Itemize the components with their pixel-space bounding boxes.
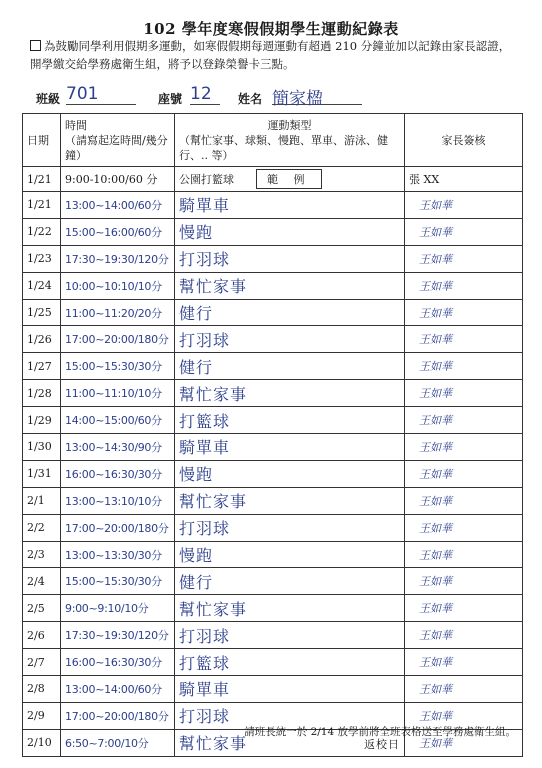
row-date — [23, 568, 61, 595]
intro-body: 為鼓勵同學利用假期多運動，如寒假假期每週運動有超過 210 分鐘並加以記錄由家長認證，開學繳交給學務處衛生組，將予以登錄榮譽卡三點。 — [30, 39, 511, 71]
row-exercise-type — [175, 380, 405, 407]
table-row — [23, 595, 523, 622]
row-time — [61, 326, 175, 353]
row-time-text: 11:00~11:20/20分 — [65, 306, 162, 320]
row-date — [23, 353, 61, 380]
row-date-text: 2/9 — [27, 709, 45, 723]
header-time-title: 時間 — [65, 118, 87, 132]
row-exercise-type-text: 健行 — [179, 304, 214, 323]
row-parent-signature-text: 王如華 — [419, 548, 452, 562]
row-date-text: 1/30 — [27, 440, 52, 454]
row-parent-signature — [405, 568, 523, 595]
row-exercise-type-text: 幫忙家事 — [179, 734, 248, 754]
class-value: 701 — [66, 84, 136, 105]
row-time — [61, 218, 175, 245]
row-time-text: 6:50~7:00/10分 — [65, 736, 149, 750]
table-row — [23, 514, 523, 541]
name-value: 簡家楹 — [272, 84, 362, 105]
row-date-text: 2/1 — [27, 494, 45, 508]
row-parent-signature-text: 王如華 — [419, 306, 452, 320]
row-parent-signature — [405, 245, 523, 272]
row-time — [61, 245, 175, 272]
row-date-text: 1/26 — [27, 332, 52, 346]
table-row — [23, 192, 523, 219]
row-parent-signature — [405, 353, 523, 380]
header-time — [61, 114, 175, 167]
row-parent-signature — [405, 407, 523, 434]
header-type — [175, 114, 405, 167]
row-time-text: 16:00~16:30/30分 — [65, 467, 162, 481]
intro-text — [30, 37, 520, 73]
sample-type — [175, 167, 405, 192]
row-parent-signature — [405, 541, 523, 568]
row-date-text: 2/7 — [27, 655, 45, 669]
row-date — [23, 245, 61, 272]
row-exercise-type-text: 健行 — [179, 572, 214, 592]
row-date-text: 2/6 — [27, 628, 45, 642]
row-parent-signature-text: 王如華 — [419, 467, 452, 481]
row-time-text: 17:00~20:00/180分 — [65, 709, 169, 723]
row-date-text: 1/28 — [27, 386, 52, 400]
row-parent-signature-text: 王如華 — [419, 736, 452, 750]
row-parent-signature-text: 王如華 — [419, 198, 452, 212]
exercise-log-table — [22, 113, 523, 757]
header-type-title: 運動類型 — [267, 118, 312, 132]
sample-sign: 張 XX — [405, 167, 523, 192]
row-exercise-type-text: 打羽球 — [179, 250, 231, 270]
row-parent-signature-text: 王如華 — [419, 494, 452, 508]
row-time — [61, 622, 175, 649]
row-date — [23, 460, 61, 487]
row-exercise-type — [175, 299, 405, 326]
row-parent-signature — [405, 622, 523, 649]
header-sign: 家長簽核 — [405, 114, 523, 167]
row-date — [23, 541, 61, 568]
row-time — [61, 676, 175, 703]
row-time — [61, 434, 175, 461]
seat-value: 12 — [190, 84, 220, 105]
table-row — [23, 676, 523, 703]
sample-time: 9:00-10:00/60 分 — [61, 167, 175, 192]
row-exercise-type-text: 幫忙家事 — [179, 492, 248, 512]
row-time-text: 15:00~15:30/30分 — [65, 575, 162, 589]
row-exercise-type — [175, 245, 405, 272]
row-exercise-type — [175, 272, 405, 299]
table-row — [23, 649, 523, 676]
row-exercise-type — [175, 326, 405, 353]
row-time-text: 17:00~20:00/180分 — [65, 333, 169, 347]
row-exercise-type — [175, 192, 405, 219]
row-parent-signature — [405, 649, 523, 676]
row-time — [61, 487, 175, 514]
row-parent-signature — [405, 514, 523, 541]
row-exercise-type-text: 打羽球 — [179, 330, 231, 350]
table-row — [23, 568, 523, 595]
table-row — [23, 487, 523, 514]
row-date — [23, 676, 61, 703]
row-time — [61, 541, 175, 568]
row-parent-signature-text: 王如華 — [419, 709, 452, 723]
row-time — [61, 595, 175, 622]
table-row — [23, 299, 523, 326]
row-exercise-type-text: 打羽球 — [179, 519, 231, 539]
row-exercise-type — [175, 595, 405, 622]
row-time-text: 11:00~11:10/10分 — [65, 387, 162, 401]
row-date-text: 1/24 — [27, 279, 52, 293]
row-time — [61, 299, 175, 326]
row-time-text: 17:30~19:30/120分 — [65, 629, 169, 643]
row-time — [61, 272, 175, 299]
row-time-text: 17:30~19:30/120分 — [65, 252, 169, 266]
class-label: 班級 — [36, 92, 61, 106]
row-date — [23, 192, 61, 219]
row-exercise-type-text: 打籃球 — [179, 411, 231, 431]
row-parent-signature-text: 王如華 — [419, 252, 452, 266]
row-exercise-type-text: 幫忙家事 — [179, 599, 248, 619]
row-exercise-type-text: 騎單車 — [179, 438, 231, 458]
row-date — [23, 595, 61, 622]
table-row — [23, 272, 523, 299]
row-time-text: 13:00~13:30/30分 — [65, 548, 162, 562]
row-exercise-type — [175, 568, 405, 595]
row-exercise-type — [175, 218, 405, 245]
row-time-text: 13:00~14:30/90分 — [65, 440, 162, 454]
row-date — [23, 434, 61, 461]
row-time-text: 17:00~20:00/180分 — [65, 521, 169, 535]
row-parent-signature — [405, 272, 523, 299]
row-parent-signature-text: 王如華 — [419, 360, 452, 374]
header-time-note: （請寫起迄時間/幾分鐘） — [65, 133, 168, 162]
row-date — [23, 299, 61, 326]
row-parent-signature — [405, 326, 523, 353]
row-date-text: 1/25 — [27, 306, 52, 319]
row-date — [23, 514, 61, 541]
sample-type-text: 公園打籃球 — [179, 173, 234, 186]
seat-label: 座號 — [158, 92, 183, 106]
header-type-note: （幫忙家事、球類、慢跑、單車、游泳、健行、.. 等） — [179, 133, 388, 162]
row-parent-signature-text: 王如華 — [419, 387, 452, 401]
example-badge: 範 例 — [256, 169, 322, 189]
row-parent-signature — [405, 434, 523, 461]
row-date-text: 2/2 — [27, 521, 45, 535]
row-date — [23, 487, 61, 514]
row-date-text: 1/27 — [27, 359, 52, 373]
row-exercise-type — [175, 622, 405, 649]
row-date — [23, 218, 61, 245]
row-exercise-type — [175, 434, 405, 461]
row-time-text: 15:00~15:30/30分 — [65, 360, 162, 374]
table-row — [23, 245, 523, 272]
return-day-label: 返校日 — [364, 737, 400, 751]
row-exercise-type-text: 幫忙家事 — [179, 384, 248, 404]
row-date-text: 2/10 — [27, 736, 52, 750]
row-time — [61, 460, 175, 487]
row-parent-signature-text: 王如華 — [419, 629, 452, 643]
name-label: 姓名 — [238, 92, 263, 106]
footer-note: 請班長統一於 2/14 放學前將全班表格送至學務處衛生組。 — [244, 726, 516, 738]
row-exercise-type — [175, 407, 405, 434]
row-date-text: 2/4 — [27, 574, 45, 588]
row-time-text: 14:00~15:00/60分 — [65, 414, 162, 428]
table-row — [23, 326, 523, 353]
row-parent-signature — [405, 192, 523, 219]
row-exercise-type — [175, 649, 405, 676]
row-parent-signature — [405, 380, 523, 407]
row-exercise-type-text: 慢跑 — [179, 223, 214, 243]
row-date — [23, 649, 61, 676]
row-time-text: 13:00~14:00/60分 — [65, 198, 162, 212]
row-exercise-type-text: 健行 — [179, 357, 214, 377]
row-parent-signature — [405, 299, 523, 326]
row-date — [23, 272, 61, 299]
row-date — [23, 326, 61, 353]
row-exercise-type — [175, 487, 405, 514]
form-title: 102 學年度寒假假期學生運動紀錄表 — [143, 20, 399, 38]
row-date-text: 1/21 — [27, 198, 52, 212]
row-parent-signature — [405, 218, 523, 245]
row-time-text: 9:00~9:10/10分 — [65, 602, 149, 616]
row-exercise-type — [175, 353, 405, 380]
table-row — [23, 541, 523, 568]
row-parent-signature-text: 王如華 — [419, 521, 452, 535]
row-exercise-type — [175, 676, 405, 703]
sample-row — [23, 167, 523, 192]
row-time-text: 13:00~13:10/10分 — [65, 494, 162, 508]
row-time — [61, 407, 175, 434]
header-date: 日期 — [23, 114, 61, 167]
row-parent-signature-text: 王如華 — [419, 575, 452, 589]
row-time — [61, 380, 175, 407]
row-parent-signature-text: 王如華 — [419, 279, 452, 293]
row-time — [61, 568, 175, 595]
row-exercise-type-text: 打羽球 — [179, 626, 231, 646]
row-parent-signature — [405, 487, 523, 514]
row-date — [23, 407, 61, 434]
row-time — [61, 514, 175, 541]
row-date-text: 2/8 — [27, 682, 45, 696]
row-exercise-type — [175, 514, 405, 541]
row-time-text: 15:00~16:00/60分 — [65, 225, 162, 239]
row-time — [61, 353, 175, 380]
table-row — [23, 460, 523, 487]
row-time-text: 16:00~16:30/30分 — [65, 656, 162, 670]
row-exercise-type — [175, 541, 405, 568]
row-parent-signature-text: 王如華 — [419, 333, 452, 347]
table-row — [23, 407, 523, 434]
row-time-text: 10:00~10:10/10分 — [65, 279, 162, 293]
row-parent-signature — [405, 676, 523, 703]
row-date — [23, 622, 61, 649]
row-exercise-type-text: 慢跑 — [179, 465, 214, 485]
sample-date: 1/21 — [23, 167, 61, 192]
row-date-text: 1/29 — [27, 413, 52, 427]
table-row — [23, 380, 523, 407]
table-row — [23, 353, 523, 380]
table-header-row — [23, 114, 523, 167]
row-date-text: 2/5 — [27, 601, 45, 615]
row-parent-signature-text: 王如華 — [419, 682, 452, 696]
row-exercise-type-text: 騎單車 — [179, 196, 231, 216]
row-date-text: 1/31 — [27, 467, 52, 481]
row-exercise-type-text: 慢跑 — [179, 546, 214, 566]
row-parent-signature-text: 王如華 — [419, 440, 452, 454]
row-time-text: 13:00~14:00/60分 — [65, 682, 162, 696]
row-parent-signature — [405, 460, 523, 487]
row-exercise-type-text: 打羽球 — [179, 707, 231, 727]
row-date-text: 1/22 — [27, 225, 52, 239]
table-row — [23, 434, 523, 461]
row-parent-signature-text: 王如華 — [419, 656, 452, 670]
row-exercise-type — [175, 460, 405, 487]
row-parent-signature-text: 王如華 — [419, 602, 452, 616]
table-row — [23, 218, 523, 245]
row-parent-signature — [405, 595, 523, 622]
row-date-text: 2/3 — [27, 548, 45, 562]
row-parent-signature-text: 王如華 — [419, 414, 452, 428]
row-exercise-type-text: 打籃球 — [179, 653, 231, 673]
row-date — [23, 380, 61, 407]
checkbox-bullet-icon — [30, 40, 41, 51]
row-time — [61, 192, 175, 219]
row-date-text: 1/23 — [27, 252, 52, 266]
row-exercise-type-text: 騎單車 — [179, 680, 231, 700]
table-row — [23, 622, 523, 649]
row-time — [61, 649, 175, 676]
row-parent-signature-text: 王如華 — [419, 225, 452, 239]
row-exercise-type-text: 幫忙家事 — [179, 277, 248, 297]
